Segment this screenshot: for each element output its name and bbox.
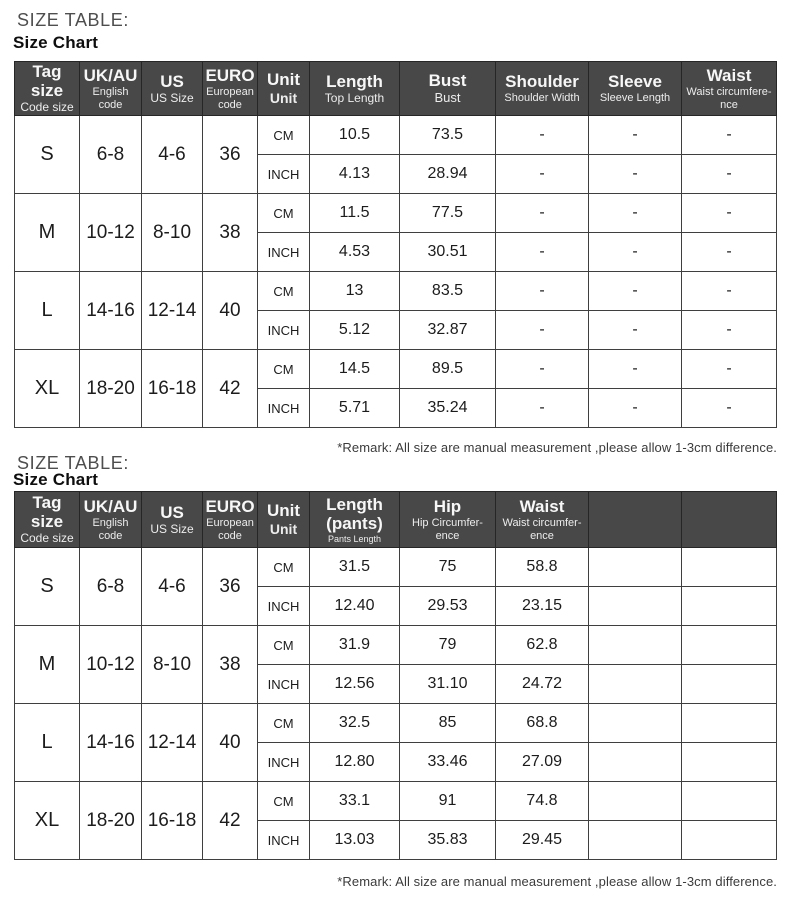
unit-cell: INCH <box>258 743 310 782</box>
value-cell: 5.71 <box>310 389 400 428</box>
section2-title: Size Chart <box>13 470 99 489</box>
value-cell: 85 <box>400 704 496 743</box>
header-cell-hip <box>400 492 496 548</box>
euro-cell: 42 <box>203 350 258 428</box>
value-cell: 35.83 <box>400 821 496 860</box>
table-row <box>15 704 777 743</box>
header-sub: Shoulder Width <box>504 92 580 105</box>
remark-note: *Remark: All size are manual measurement ,please allow 1-3cm difference. <box>337 874 777 889</box>
header-cell-waist <box>496 492 589 548</box>
empty-cell <box>682 665 777 704</box>
value-cell: - <box>496 116 589 155</box>
header-sub: Unit <box>269 90 298 107</box>
header-main: EURO <box>205 65 255 85</box>
header-row <box>15 62 777 116</box>
header-sub: Waist circumfer-ence <box>502 516 582 542</box>
size-table-bottom <box>14 491 777 860</box>
table-row <box>15 272 777 311</box>
ukau-cell: 10-12 <box>80 626 142 704</box>
value-cell: - <box>496 155 589 194</box>
unit-cell: INCH <box>258 233 310 272</box>
value-cell: 62.8 <box>496 626 589 665</box>
header-cell-us <box>142 492 203 548</box>
empty-cell <box>589 821 682 860</box>
header-sub: Hip Circumfer-ence <box>412 516 483 542</box>
header-main: UK/AU <box>83 496 138 516</box>
table-row <box>15 782 777 821</box>
ukau-cell: 10-12 <box>80 194 142 272</box>
value-cell: - <box>682 272 777 311</box>
value-cell: 74.8 <box>496 782 589 821</box>
unit-cell: INCH <box>258 821 310 860</box>
value-cell: - <box>589 272 682 311</box>
value-cell: - <box>589 311 682 350</box>
value-cell: 31.5 <box>310 548 400 587</box>
value-cell: 79 <box>400 626 496 665</box>
value-cell: - <box>496 311 589 350</box>
value-cell: 91 <box>400 782 496 821</box>
value-cell: 58.8 <box>496 548 589 587</box>
value-cell: 4.13 <box>310 155 400 194</box>
value-cell: - <box>496 389 589 428</box>
us-cell: 4-6 <box>142 116 203 194</box>
value-cell: 31.9 <box>310 626 400 665</box>
empty-cell <box>682 782 777 821</box>
header-main: Tag size <box>30 62 64 101</box>
value-cell: 77.5 <box>400 194 496 233</box>
header-cell-bust <box>400 62 496 116</box>
size-cell: S <box>15 116 80 194</box>
euro-cell: 38 <box>203 626 258 704</box>
value-cell: 4.53 <box>310 233 400 272</box>
header-sub: US Size <box>150 521 194 536</box>
empty-cell <box>682 821 777 860</box>
value-cell: 12.40 <box>310 587 400 626</box>
size-cell: L <box>15 272 80 350</box>
value-cell: - <box>589 389 682 428</box>
empty-cell <box>589 782 682 821</box>
us-cell: 16-18 <box>142 350 203 428</box>
unit-cell: CM <box>258 626 310 665</box>
value-cell: 28.94 <box>400 155 496 194</box>
header-main: Unit <box>266 70 301 90</box>
size-cell: L <box>15 704 80 782</box>
empty-cell <box>589 587 682 626</box>
value-cell: 10.5 <box>310 116 400 155</box>
table-row <box>15 116 777 155</box>
header-sub: European code <box>206 85 254 111</box>
value-cell: 75 <box>400 548 496 587</box>
empty-cell <box>589 626 682 665</box>
header-main: US <box>160 71 184 91</box>
value-cell: - <box>682 350 777 389</box>
header-sub: US Size <box>150 90 194 105</box>
header-sub: Pants Length <box>327 533 382 544</box>
unit-cell: CM <box>258 350 310 389</box>
header-cell-unit <box>258 62 310 116</box>
ukau-cell: 14-16 <box>80 272 142 350</box>
header-sub: English code <box>92 85 129 111</box>
header-cell-unit <box>258 492 310 548</box>
value-cell: - <box>589 116 682 155</box>
us-cell: 16-18 <box>142 782 203 860</box>
header-cell-ukau <box>80 62 142 116</box>
value-cell: - <box>589 194 682 233</box>
header-cell-length-pants <box>310 492 400 548</box>
header-sub: European code <box>206 516 254 542</box>
size-table-top <box>14 61 777 428</box>
empty-cell <box>589 665 682 704</box>
section1-eyebrow: SIZE TABLE: <box>17 10 129 30</box>
header-cell-shoulder <box>496 62 589 116</box>
empty-cell <box>682 743 777 782</box>
header-sub: Waist circumfere-nce <box>686 85 772 111</box>
value-cell: - <box>496 233 589 272</box>
ukau-cell: 6-8 <box>80 116 142 194</box>
header-cell-tagsize <box>15 492 80 548</box>
euro-cell: 40 <box>203 704 258 782</box>
empty-cell <box>589 548 682 587</box>
value-cell: 30.51 <box>400 233 496 272</box>
value-cell: - <box>589 233 682 272</box>
header-sub: Code size <box>20 100 74 115</box>
us-cell: 12-14 <box>142 272 203 350</box>
header-cell-us <box>142 62 203 116</box>
unit-cell: INCH <box>258 587 310 626</box>
empty-cell <box>682 704 777 743</box>
header-sub: Code size <box>20 531 74 546</box>
size-cell: M <box>15 194 80 272</box>
header-main: Length <box>326 71 383 91</box>
unit-cell: CM <box>258 704 310 743</box>
size-cell: XL <box>15 350 80 428</box>
empty-cell <box>589 743 682 782</box>
header-cell-empty-1 <box>589 492 682 548</box>
header-cell-ukau <box>80 492 142 548</box>
us-cell: 8-10 <box>142 194 203 272</box>
header-main: UK/AU <box>83 65 138 85</box>
value-cell: 89.5 <box>400 350 496 389</box>
value-cell: 23.15 <box>496 587 589 626</box>
value-cell: - <box>682 116 777 155</box>
unit-cell: CM <box>258 548 310 587</box>
value-cell: 32.5 <box>310 704 400 743</box>
ukau-cell: 18-20 <box>80 350 142 428</box>
value-cell: - <box>682 311 777 350</box>
header-main: Waist <box>519 496 565 516</box>
header-sub: Top Length <box>324 90 385 105</box>
header-sub: Bust <box>434 90 461 106</box>
empty-cell <box>589 704 682 743</box>
value-cell: - <box>682 194 777 233</box>
value-cell: 11.5 <box>310 194 400 233</box>
ukau-cell: 14-16 <box>80 704 142 782</box>
header-cell-euro <box>203 62 258 116</box>
value-cell: - <box>682 155 777 194</box>
header-cell-empty-2 <box>682 492 777 548</box>
value-cell: 27.09 <box>496 743 589 782</box>
unit-cell: INCH <box>258 389 310 428</box>
euro-cell: 36 <box>203 548 258 626</box>
table-row <box>15 548 777 587</box>
header-main: Waist <box>706 65 752 85</box>
unit-cell: INCH <box>258 665 310 704</box>
unit-cell: CM <box>258 194 310 233</box>
value-cell: - <box>589 350 682 389</box>
value-cell: 14.5 <box>310 350 400 389</box>
header-sub: Sleeve Length <box>599 92 671 105</box>
value-cell: - <box>496 194 589 233</box>
us-cell: 8-10 <box>142 626 203 704</box>
value-cell: 29.45 <box>496 821 589 860</box>
value-cell: 31.10 <box>400 665 496 704</box>
ukau-cell: 18-20 <box>80 782 142 860</box>
value-cell: 32.87 <box>400 311 496 350</box>
header-main: Hip <box>433 496 462 516</box>
value-cell: - <box>496 350 589 389</box>
ukau-cell: 6-8 <box>80 548 142 626</box>
section2-eyebrow: SIZE TABLE: <box>17 453 129 473</box>
value-cell: - <box>682 233 777 272</box>
header-cell-sleeve <box>589 62 682 116</box>
value-cell: - <box>496 272 589 311</box>
value-cell: 73.5 <box>400 116 496 155</box>
euro-cell: 40 <box>203 272 258 350</box>
value-cell: 13 <box>310 272 400 311</box>
unit-cell: INCH <box>258 155 310 194</box>
value-cell: 83.5 <box>400 272 496 311</box>
header-cell-length <box>310 62 400 116</box>
unit-cell: CM <box>258 116 310 155</box>
value-cell: - <box>682 389 777 428</box>
unit-cell: CM <box>258 272 310 311</box>
value-cell: 13.03 <box>310 821 400 860</box>
table-row <box>15 194 777 233</box>
empty-cell <box>682 548 777 587</box>
value-cell: 24.72 <box>496 665 589 704</box>
header-main: Unit <box>266 501 301 521</box>
header-cell-euro <box>203 492 258 548</box>
header-cell-tagsize <box>15 62 80 116</box>
us-cell: 12-14 <box>142 704 203 782</box>
table-row <box>15 626 777 665</box>
header-main: Sleeve <box>608 72 662 92</box>
value-cell: - <box>589 155 682 194</box>
value-cell: 33.46 <box>400 743 496 782</box>
empty-cell <box>682 626 777 665</box>
header-main: Length (pants) <box>326 494 383 533</box>
value-cell: 12.80 <box>310 743 400 782</box>
value-cell: 29.53 <box>400 587 496 626</box>
us-cell: 4-6 <box>142 548 203 626</box>
value-cell: 5.12 <box>310 311 400 350</box>
header-main: EURO <box>205 496 255 516</box>
size-cell: XL <box>15 782 80 860</box>
table-row <box>15 350 777 389</box>
remark-note: *Remark: All size are manual measurement ,please allow 1-3cm difference. <box>337 440 777 455</box>
header-main: US <box>160 502 184 522</box>
value-cell: 33.1 <box>310 782 400 821</box>
header-main: Bust <box>428 71 467 91</box>
header-sub: English code <box>92 516 129 542</box>
header-sub: Unit <box>269 521 298 538</box>
header-main: Shoulder <box>505 72 579 92</box>
unit-cell: CM <box>258 782 310 821</box>
value-cell: 12.56 <box>310 665 400 704</box>
header-row <box>15 492 777 548</box>
section1-title: Size Chart <box>13 33 99 52</box>
value-cell: 35.24 <box>400 389 496 428</box>
euro-cell: 38 <box>203 194 258 272</box>
header-main: Tag size <box>30 493 64 532</box>
euro-cell: 36 <box>203 116 258 194</box>
unit-cell: INCH <box>258 311 310 350</box>
value-cell: 68.8 <box>496 704 589 743</box>
size-cell: M <box>15 626 80 704</box>
size-cell: S <box>15 548 80 626</box>
header-cell-waist <box>682 62 777 116</box>
euro-cell: 42 <box>203 782 258 860</box>
empty-cell <box>682 587 777 626</box>
